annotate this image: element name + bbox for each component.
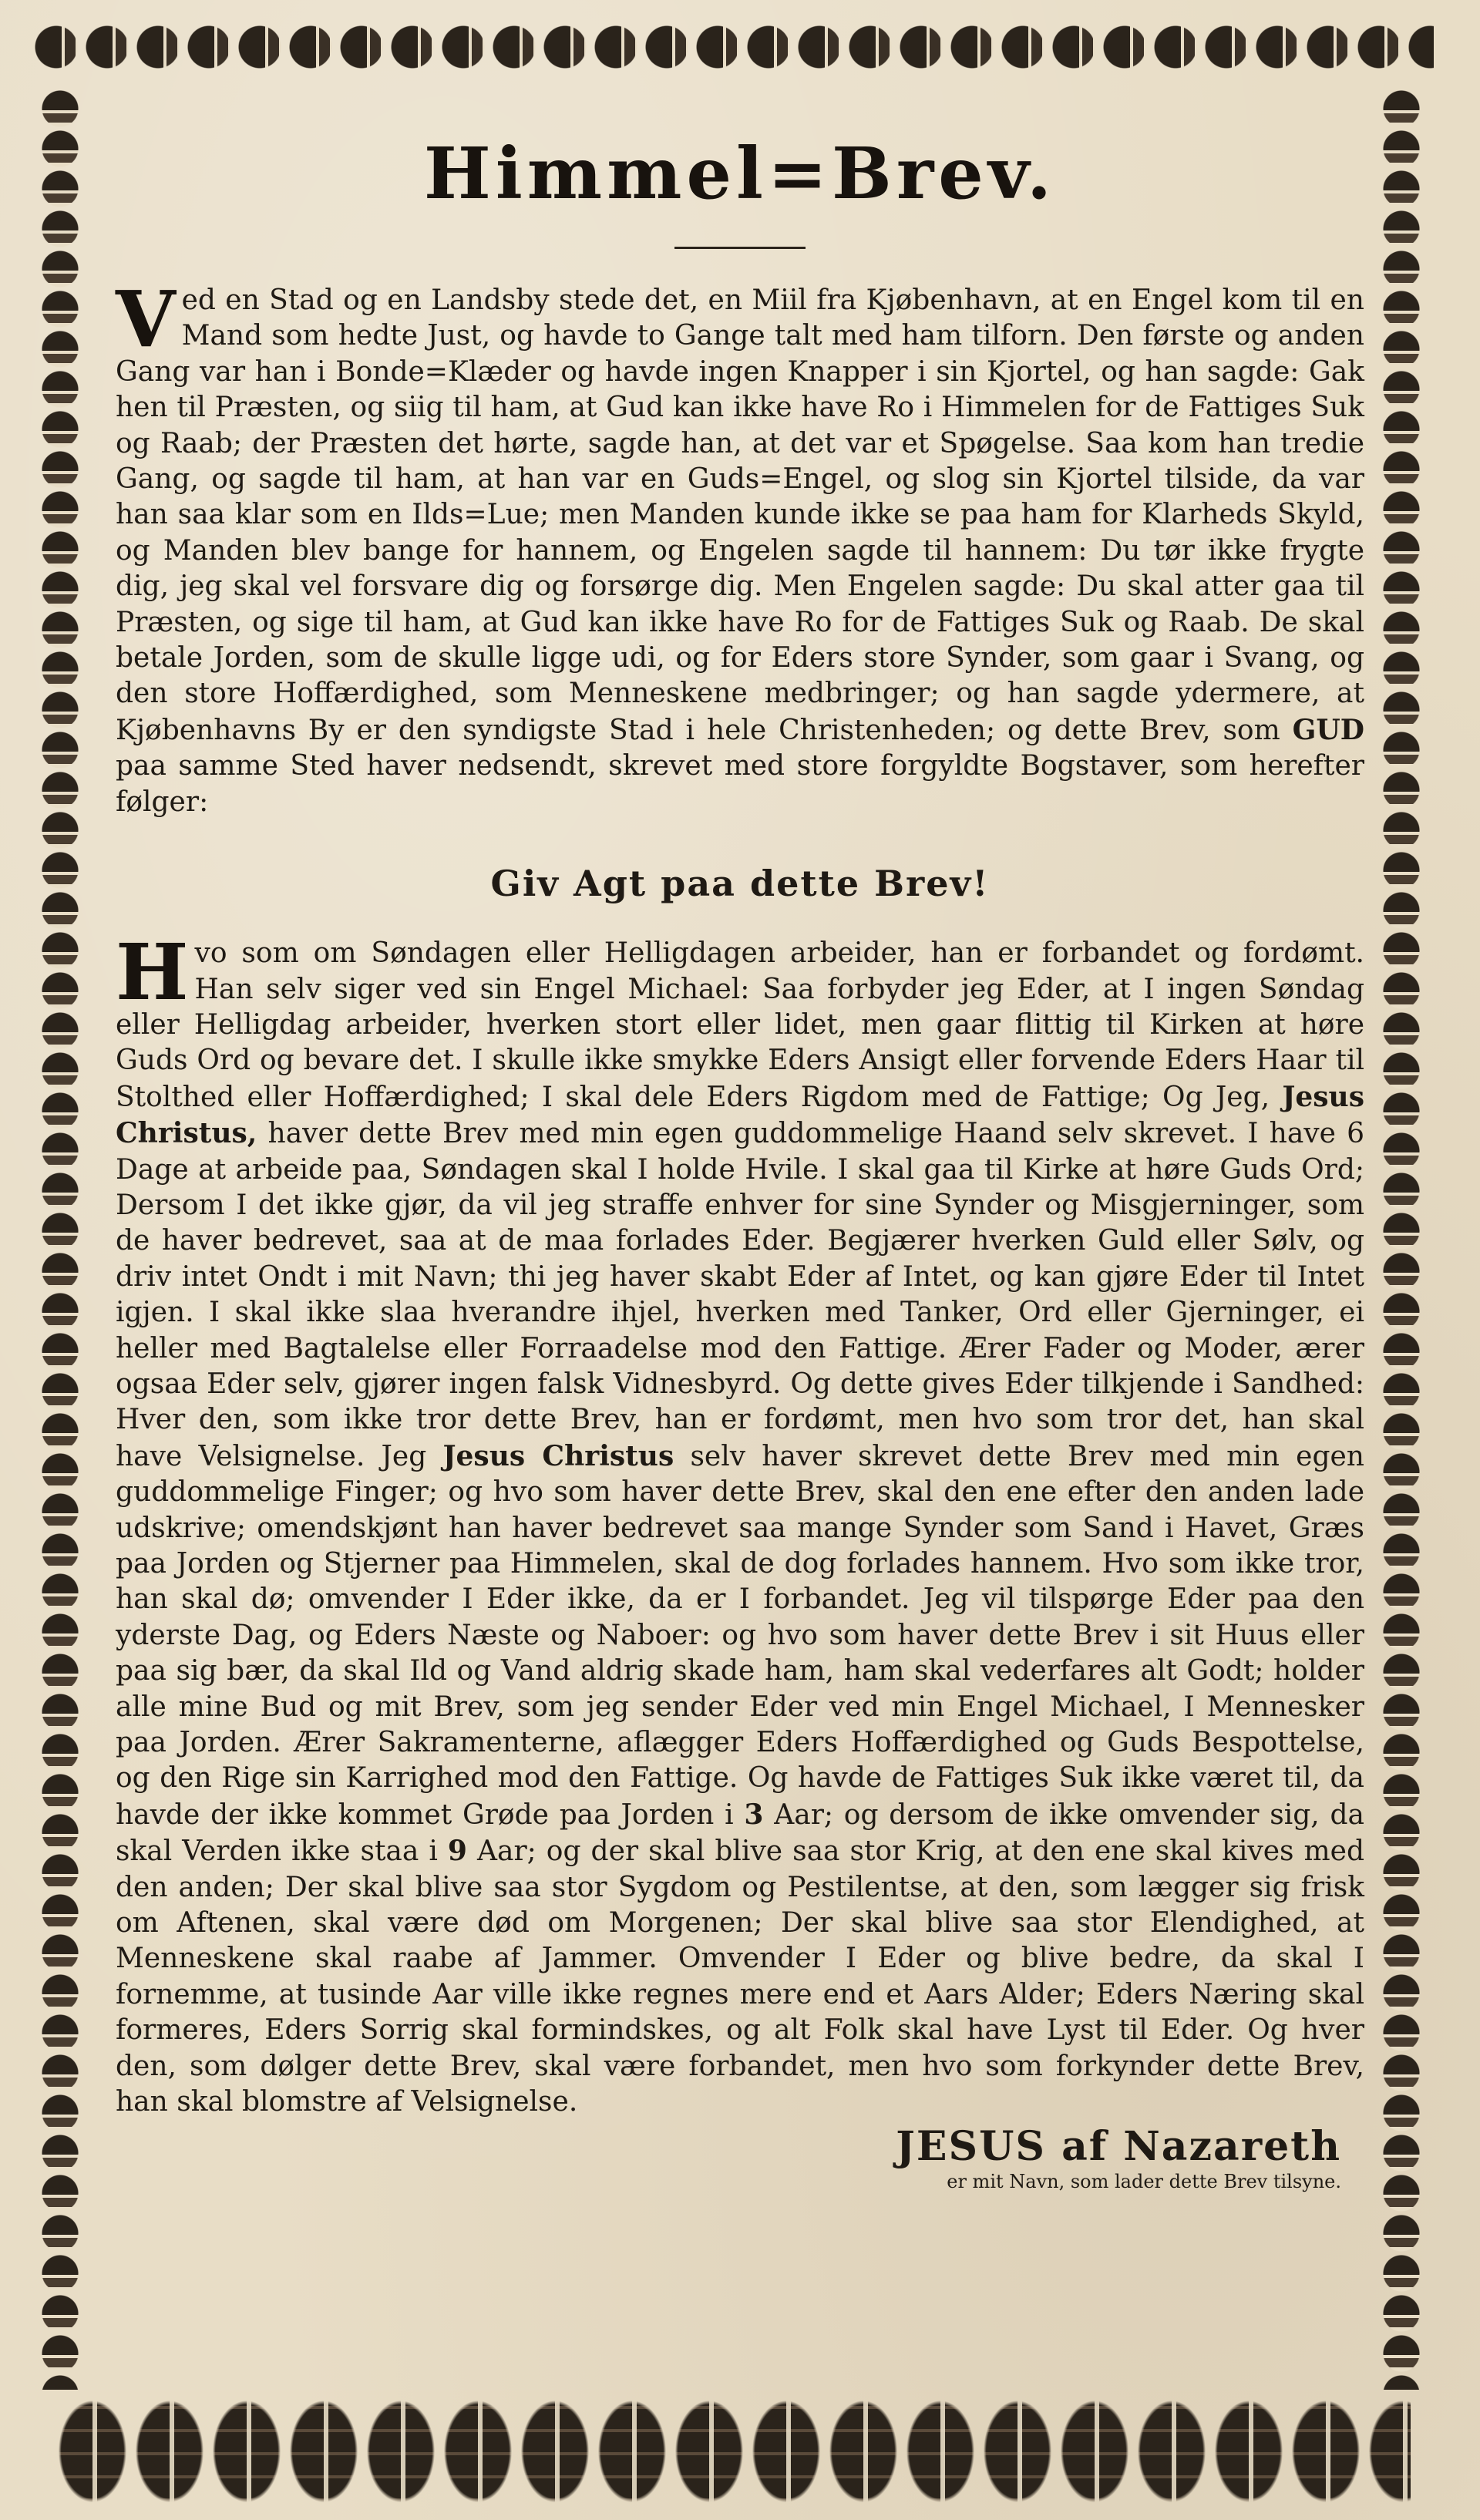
title-divider [674, 247, 806, 249]
intro-paragraph [116, 274, 1364, 820]
ornamental-border-left [39, 89, 82, 2390]
number-three: 3 [744, 1798, 764, 1831]
intro-dropcap: V [116, 274, 176, 365]
letter-part-3: selv haver skrevet dette Brev med min egen guddommelige Finger; og hvo som haver dette Brev, skal den ene efter den anden lade udskrive; omendskjønt han haver bedrevet saa mange Synder som Sand i Havet, Græs paa Jorden og Stjerner paa Himmelen, skal de dog forlades hannem. Hvo som ikke tror, han skal dø; omvender I Eder ikke, da er I forbandet. Jeg vil tilspørge Eder paa den yderste Dag, og Eders Næste og Naboer: og hvo som haver dette Brev i sit Huus eller paa sig bær, da skal Ild og Vand aldrig skade ham, ham skal vederfares alt Godt; holder alle mine Bud og mit Brev, som jeg sender Eder ved min Engel Michael, I Mennesker paa Jorden. Ærer Sakramenterne, aflægger Eders Hoffærdighed og Guds Bespottelse, og den Rige sin Karrighed mod den Fattige. Og havde de Fattiges Suk ikke været til, da havde der ikke kommet Grøde paa Jorden i [116, 1440, 1364, 1831]
signature-note: er mit Navn, som lader dette Brev tilsyne. [947, 2170, 1341, 2192]
intro-text: ed en Stad og en Landsby stede det, en Miil fra Kjøbenhavn, at en Engel kom til en Mand som hedte Just, og havde to Gange talt med ham tilforn. Den første og anden Gang var han i Bonde=Klæder og havde ingen Knapper i sin Kjortel, og han sagde: Gak hen til Præsten, og siig til ham, at Gud kan ikke have Ro i Himmelen for de Fattiges Suk og Raab; der Præsten det hørte, sagde han, at det var et Spøgelse. Saa kom han tredie Gang, og sagde til ham, at han var en Guds=Engel, og slog sin Kjortel tilside, da var han saa klar som en Ilds=Lue; men Manden kunde ikke se paa ham for Klarheds Skyld, og Manden blev bange for hannem, og Engelen sagde til hannem: Du tør ikke frygte dig, jeg skal vel forsvare dig og forsørge dig. Men Engelen sagde: Du skal atter gaa til Præsten, og sige til ham, at Gud kan ikke have Ro for de Fattiges Suk og Raab. De skal betale Jorden, som de skulle ligge udi, og for Eders store Synder, som gaar i Svang, og den store Hoffærdighed, som Menneskene medbringer; og han sagde ydermere, at Kjøbenhavns By er den syndigste Stad i hele Christenheden; og dette Brev, som [116, 284, 1364, 746]
letter-dropcap: H [116, 927, 189, 1018]
letter-heading: Giv Agt paa dette Brev! [490, 863, 990, 905]
letter-part-4: Aar; og dersom de ikke omvender sig, da skal Verden ikke staa i [116, 1798, 1364, 1868]
number-nine: 9 [447, 1835, 467, 1868]
letter-paragraph [116, 927, 1364, 2120]
name-jesus-christus-1: Jesus Christus, [116, 1080, 1364, 1150]
letter-part-5: Aar; og der skal blive saa stor Krig, at den ene skal kives med den anden; Der skal blive saa stor Sygdom og Pestilentse, at den, som lægger sig frisk om Aftenen, skal være død om Morgenen; Der skal blive saa stor Elendighed, at Menneskene skal raabe af Jammer. Omvender I Eder og blive bedre, da skal I fornemme, at tusinde Aar ville ikke regnes mere end et Aars Alder; Eders Næring skal formeres, Eders Sorrig skal formindskes, og alt Folk skal have Lyst til Eder. Og hver den, som dølger dette Brev, skal være forbandet, men hvo som forkynder dette Brev, han skal blomstre af Velsignelse. [116, 1835, 1364, 2118]
page-title: Himmel=Brev. [423, 132, 1057, 215]
signature-name: JESUS af Nazareth [896, 2122, 1341, 2170]
letter-part-2: haver dette Brev med min egen guddommelige Haand selv skrevet. I have 6 Dage at arbeide paa, Søndagen skal I holde Hvile. I skal gaa til Kirke at høre Guds Ord; Dersom I det ikke gjør, da vil jeg straffe enhver for sine Synder og Misgjerninger, som de haver bedrevet, saa at de maa forlades Eder. Begjærer hverken Guld eller Sølv, og driv intet Ondt i mit Navn; thi jeg haver skabt Eder af Intet, og kan gjøre Eder til Intet igjen. I skal ikke slaa hverandre ihjel, hverken med Tanker, Ord eller Gjerninger, ei heller med Bagtalelse eller Forraadelse mod den Fattige. Ærer Fader og Moder, ærer ogsaa Eder selv, gjører ingen falsk Vidnesbyrd. Og dette gives Eder tilkjende i Sandhed: Hver den, som ikke tror dette Brev, han er fordømt, men hvo som tror det, han skal have Velsignelse. Jeg [116, 1118, 1364, 1472]
god-word: GUD [1292, 713, 1364, 746]
intro-text-end: paa samme Sted haver nedsendt, skrevet med store forgyldte Bogstaver, som herefter følger: [116, 750, 1364, 818]
name-jesus-christus-2: Jesus Christus [442, 1439, 674, 1472]
ornamental-border-top [31, 5, 1434, 89]
letter-part-1: vo som om Søndagen eller Helligdagen arbeider, han er forbandet og fordømt. Han selv siger ved sin Engel Michael: Saa forbyder jeg Eder, at I ingen Søndag eller Helligdag arbeider, hverken stort eller lidet, men gaar flittig til Kirken at høre Guds Ord og bevare det. I skulle ikke smykke Eders Ansigt eller forvende Eders Haar til Stolthed eller Hoffærdighed; I skal dele Eders Rigdom med de Fattige; Og Jeg, [116, 937, 1364, 1113]
document-body [116, 116, 1364, 2382]
ornamental-border-right [1380, 89, 1423, 2390]
ornamental-border-bottom [54, 2394, 1411, 2509]
